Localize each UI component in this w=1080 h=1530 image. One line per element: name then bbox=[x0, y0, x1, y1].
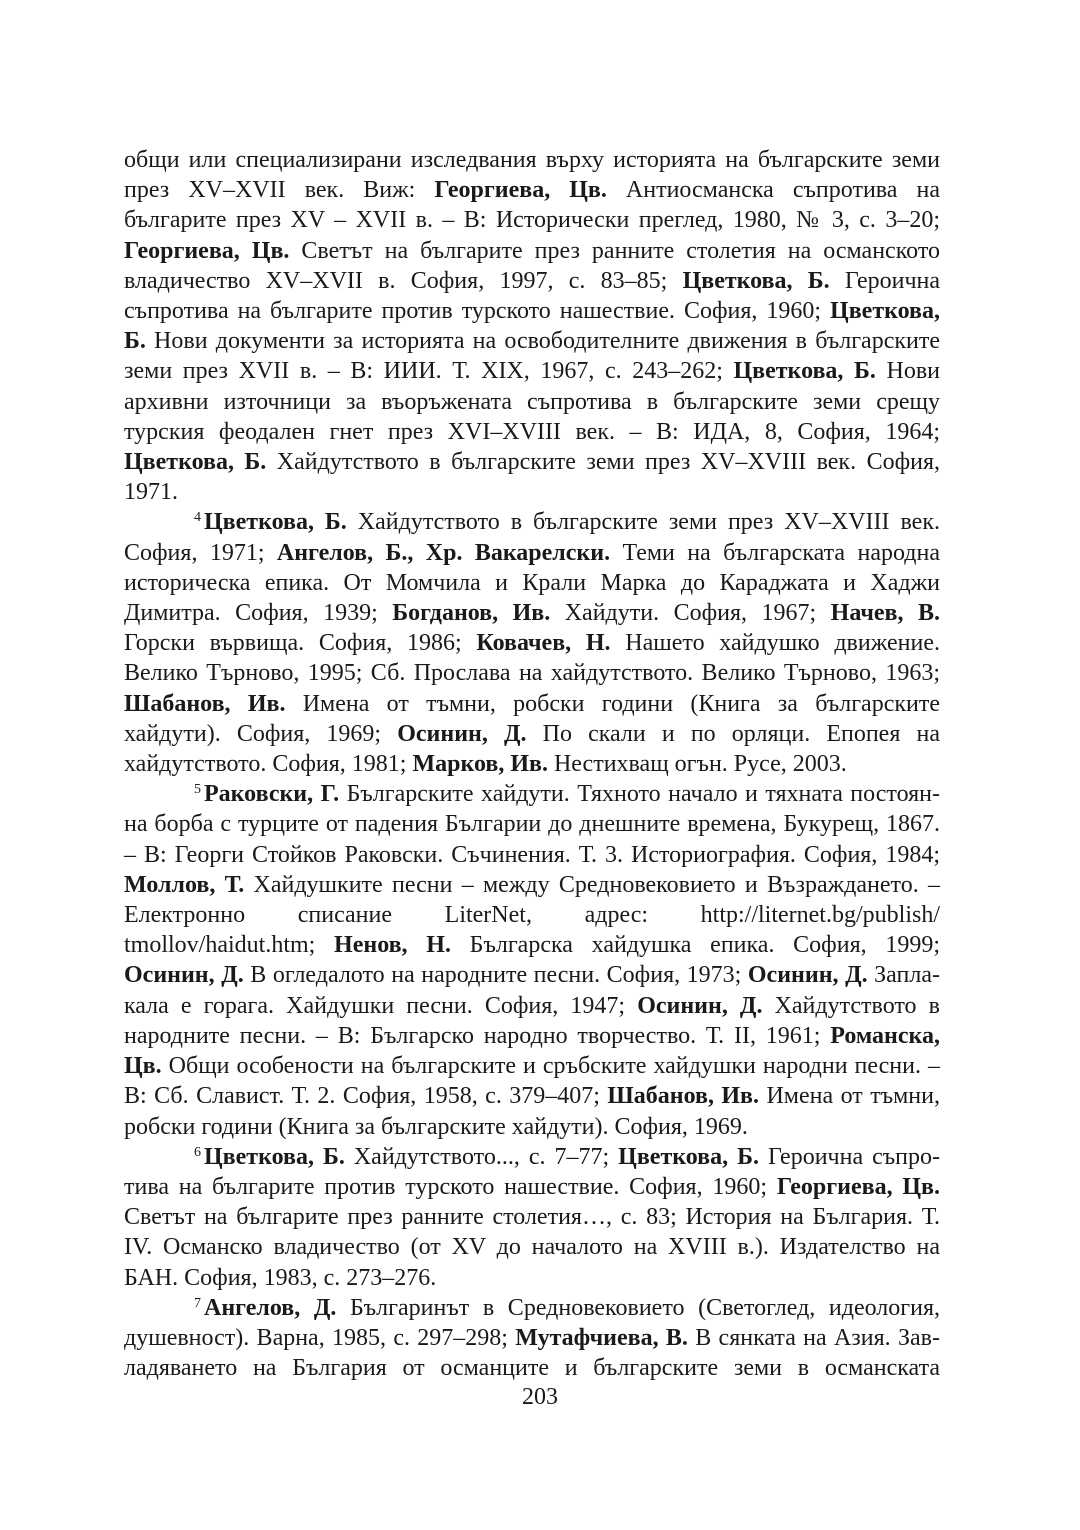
citation-text: Заплакала е горага. Хайдушки песни. София, 1947; bbox=[124, 962, 940, 1019]
citation-text: Имена от тъмни, робски години (Книга за българските хайдути). София, 1969. bbox=[124, 1083, 940, 1140]
author-name: Ангелов, Д. bbox=[204, 1294, 337, 1321]
author-name: Цветкова, Б. bbox=[204, 509, 347, 536]
citation-text: Българска хайдушка епика. София, 1999; bbox=[450, 932, 940, 959]
author-name: Георгиева, Цв. bbox=[434, 177, 607, 204]
footnote-4 bbox=[124, 507, 940, 779]
citation-text: Героична съпротива на българите против турското нашествие. София, 1960; bbox=[124, 1143, 941, 1200]
author-name: Цветкова, Б. bbox=[682, 267, 830, 294]
citation-text: По скали и по орляци. Епопея на хайдутството. София, 1981; bbox=[124, 720, 940, 778]
citation-text: В огледалото на народните песни. София, 1973; bbox=[243, 962, 748, 989]
footnote-number: 7 bbox=[194, 1295, 201, 1311]
author-name: Цветкова, Б. bbox=[204, 1143, 345, 1170]
author-name: Цветкова, Б. bbox=[618, 1143, 759, 1170]
citation-text: Нови архивни източници за въоръжената съпротива в българските земи срещу турския феодален гнет през XVI–XVIII век. – В: ИДА, 8, София, 1964; bbox=[124, 358, 941, 445]
footnote-6 bbox=[124, 1142, 940, 1293]
author-name: Георгиева, Цв. bbox=[124, 237, 290, 264]
author-name: Марков, Ив. bbox=[412, 751, 548, 778]
footnote-5 bbox=[124, 779, 940, 1141]
author-name: Осинин, Д. bbox=[124, 962, 244, 989]
author-name: Богданов, Ив. bbox=[392, 600, 551, 627]
author-name: Ангелов, Б., Хр. Вакарелски. bbox=[276, 539, 611, 566]
citation-text: Антиосманска съпротива на българите през XV – XVII в. – В: Исторически преглед, 1980, № 3, с. 3–20; bbox=[124, 177, 940, 234]
author-name: Осинин, Д. bbox=[747, 962, 868, 989]
footnote-number: 4 bbox=[194, 510, 201, 526]
citation-text: Хайдушките песни – между Средновековието и Възраждането. – Електронно списание LiterNet, адрес: http://liternet.bg/publish/ tmollov/haidut.htm; bbox=[124, 871, 941, 959]
author-name: Шабанов, Ив. bbox=[124, 690, 286, 717]
citation-text: Горски вървища. София, 1986; bbox=[124, 630, 477, 657]
author-name: Моллов, Т. bbox=[124, 871, 245, 898]
citation-text: Имена от тъмни, робски години (Книга за българските хайдути). София, 1969; bbox=[124, 690, 940, 747]
author-name: Ненов, Н. bbox=[334, 932, 451, 959]
author-name: Цветкова, Б. bbox=[733, 358, 876, 385]
citation-text: Нестихващ огън. Русе, 2003. bbox=[547, 751, 847, 778]
citation-text: Българските хайдути. Тяхното начало и тяхната постоянна борба с турците от падения Българии до днешните времена, Букурещ, 1867. – В: Георги Стойков Раковски. Съчинения. Т. 3. Историография. София, 1984; bbox=[124, 781, 940, 868]
citation-text: В сянката на Азия. Завладяването на България от османците и българските земи в османската bbox=[124, 1324, 940, 1382]
citation-text: Хайдутството в българските земи през XV–XVIII век. София, 1971; bbox=[124, 509, 940, 566]
author-name: Георгиева, Цв. bbox=[776, 1173, 940, 1200]
author-name: Ковачев, Н. bbox=[476, 630, 611, 657]
footnote-number: 6 bbox=[194, 1144, 201, 1160]
author-name: Осинин, Д. bbox=[397, 720, 527, 747]
citation-text: Хайдутството..., с. 7–77; bbox=[344, 1143, 619, 1170]
citation-text: Светът на българите през ранните столетия на османското владичество XV–XVII в. София, 1997, с. 83–85; bbox=[124, 237, 940, 294]
citation-text: Българинът в Средновековието (Светоглед, идеология, душевност). Варна, 1985, с. 297–298; bbox=[124, 1294, 940, 1351]
author-name: Мутафчиева, В. bbox=[515, 1324, 688, 1351]
citation-text: Хайдутството в народните песни. – В: Българско народно творчество. Т. II, 1961; bbox=[124, 992, 940, 1049]
author-name: Шабанов, Ив. bbox=[607, 1083, 760, 1110]
citation-text: общи или специализирани изследвания върху историята на българските земи през XV–XVII век. Виж: bbox=[124, 147, 940, 204]
page-number: 203 bbox=[522, 1384, 558, 1410]
citation-text: Общи особености на българските и сръбските хайдушки народни песни. – В: Сб. Славист. Т. 2. София, 1958, с. 379–407; bbox=[124, 1053, 940, 1110]
citation-text: Теми на българската народна историческа епика. От Момчила и Крали Марка до Караджата и Хаджи Димитра. София, 1939; bbox=[124, 539, 940, 627]
footnote-7 bbox=[124, 1293, 940, 1384]
citation-text: Хайдутството в българските земи през XV–XVIII век. София, 1971. bbox=[124, 449, 941, 506]
citation-text: Нашето хайдушко движение. Велико Търново, 1995; Сб. Прослава на хайдутството. Велико Търново, 1963; bbox=[124, 630, 940, 687]
author-name: Раковски, Г. bbox=[204, 781, 340, 808]
citation-text: Героична съпротива на българите против турското нашествие. София, 1960; bbox=[124, 267, 941, 325]
citation-text: Нови документи за историята на освободителните движения в българските земи през XVII в. – В: ИИИ. Т. XIX, 1967, с. 243–262; bbox=[124, 328, 940, 385]
author-name: Начев, В. bbox=[830, 600, 940, 627]
author-name: Цветкова, Б. bbox=[124, 298, 940, 355]
citation-text: Светът на българите през ранните столетия…, с. 83; История на България. Т. IV. Османско владичество (от XV до началото на XVIII в.). Издателство на БАН. София, 1983, с. 273–276. bbox=[124, 1204, 940, 1291]
citation-text: Хайдути. София, 1967; bbox=[550, 600, 831, 627]
footnotes-text-block bbox=[124, 145, 940, 1383]
author-name: Цветкова, Б. bbox=[124, 449, 267, 476]
author-name: Романска, Цв. bbox=[124, 1022, 940, 1080]
author-name: Осинин, Д. bbox=[637, 992, 763, 1019]
footnote-continuation bbox=[124, 145, 940, 507]
footnote-number: 5 bbox=[194, 782, 201, 798]
